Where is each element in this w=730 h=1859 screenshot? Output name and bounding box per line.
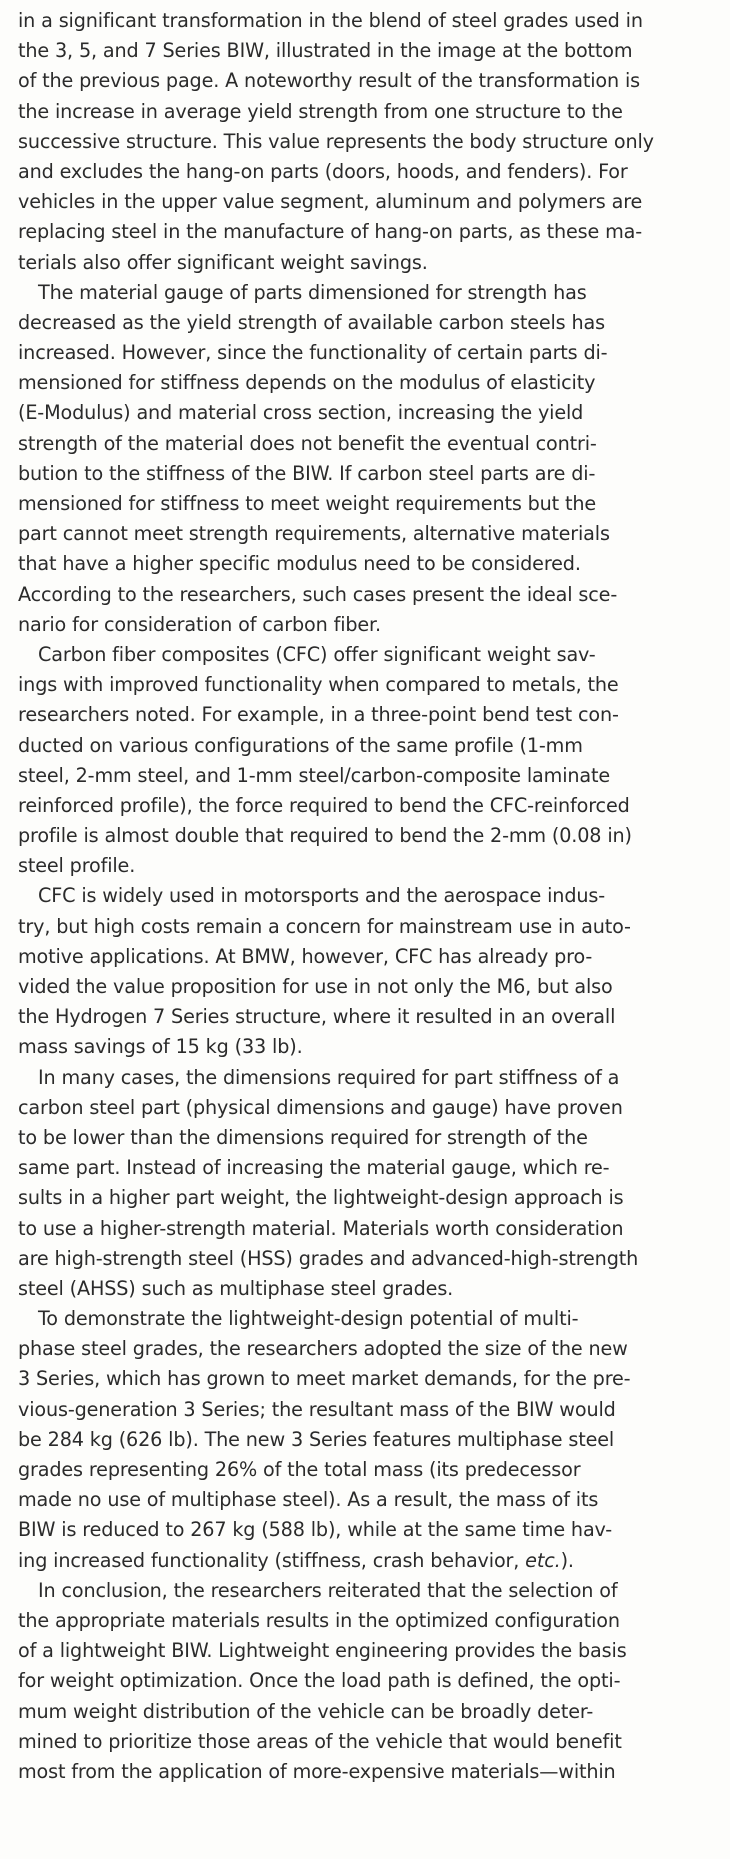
text-line: for weight optimization. Once the load path is defined, the opti- (18, 1669, 621, 1693)
text-line: the 3, 5, and 7 Series BIW, illustrated in the image at the bottom (18, 39, 633, 63)
text-line: vious-generation 3 Series; the resultant mass of the BIW would (18, 1397, 616, 1421)
text-line: In conclusion, the researchers reiterated that the selection of (38, 1578, 618, 1602)
text-line: are high-strength steel (HSS) grades and advanced-high-strength (18, 1246, 639, 1270)
text-line: CFC is widely used in motorsports and the aerospace indus- (38, 884, 605, 908)
text-line: the increase in average yield strength from one structure to the (18, 99, 623, 123)
paragraph (18, 1576, 716, 1787)
text-line: most from the application of more-expensive materials—within (18, 1759, 616, 1783)
text-line: part cannot meet strength requirements, alternative materials (18, 522, 610, 546)
text-line: Carbon fiber composites (CFC) offer significant weight sav- (38, 642, 596, 666)
text-line: bution to the stiffness of the BIW. If carbon steel parts are di- (18, 461, 596, 485)
text-line: mensioned for stiffness depends on the modulus of elasticity (18, 371, 596, 395)
text-line: vehicles in the upper value segment, aluminum and polymers are (18, 190, 643, 214)
text-line: grades representing 26% of the total mass (its predecessor (18, 1458, 581, 1481)
text-line: ducted on various configurations of the same profile (1-mm (18, 733, 583, 757)
text-line: The material gauge of parts dimensioned for strength has (38, 280, 587, 304)
text-line: ing increased functionality (stiffness, crash behavior, etc.). (18, 1548, 574, 1572)
text-line: mass savings of 15 kg (33 lb). (18, 1035, 303, 1059)
text-line: steel, 2-mm steel, and 1-mm steel/carbon-composite laminate (18, 763, 611, 787)
text-line: carbon steel part (physical dimensions and gauge) have proven (18, 1095, 623, 1119)
text-line: in a significant transformation in the blend of steel grades used in (18, 9, 643, 32)
paragraph (18, 640, 716, 882)
text-line: To demonstrate the lightweight-design potential of multi- (38, 1307, 579, 1331)
text-line: In many cases, the dimensions required for part stiffness of a (38, 1065, 620, 1089)
text-line: to use a higher-strength material. Materials worth consideration (18, 1216, 624, 1240)
text-line: reinforced profile), the force required to bend the CFC-reinforced (18, 793, 630, 817)
text-line: ings with improved functionality when compared to metals, the (18, 673, 619, 697)
text-line: 3 Series, which has grown to meet market demands, for the pre- (18, 1367, 631, 1391)
text-line: nario for consideration of carbon fiber. (18, 612, 381, 636)
text-line: and excludes the hang-on parts (doors, hoods, and fenders). For (18, 159, 628, 183)
text-line: of a lightweight BIW. Lightweight engineering provides the basis (18, 1639, 627, 1663)
text-line: successive structure. This value represents the body structure only (18, 129, 654, 153)
text-line: increased. However, since the functionality of certain parts di- (18, 341, 608, 365)
text-line: BIW is reduced to 267 kg (588 lb), while at the same time hav- (18, 1518, 613, 1542)
text-line: (E-Modulus) and material cross section, increasing the yield (18, 401, 584, 425)
text-line: the appropriate materials results in the optimized configuration (18, 1608, 620, 1632)
text-line: try, but high costs remain a concern for mainstream use in auto- (18, 914, 631, 938)
paragraph (18, 6, 716, 278)
text-line: that have a higher specific modulus need to be considered. (18, 552, 581, 576)
text-line: profile is almost double that required to bend the 2-mm (0.08 in) (18, 824, 632, 848)
text-line: decreased as the yield strength of available carbon steels has (18, 310, 605, 334)
text-line: motive applications. At BMW, however, CFC has already pro- (18, 944, 593, 968)
text-line: be 284 kg (626 lb). The new 3 Series features multiphase steel (18, 1427, 615, 1451)
text-line: replacing steel in the manufacture of hang-on parts, as these ma- (18, 220, 643, 244)
text-line: According to the researchers, such cases present the ideal sce- (18, 582, 618, 606)
text-line: to be lower than the dimensions required for strength of the (18, 1125, 588, 1149)
text-line: phase steel grades, the researchers adopted the size of the new (18, 1337, 628, 1361)
text-line: mined to prioritize those areas of the vehicle that would benefit (18, 1729, 622, 1753)
text-line: terials also offer significant weight savings. (18, 250, 428, 274)
text-line: strength of the material does not benefit the eventual contri- (18, 431, 597, 455)
text-line: sults in a higher part weight, the lightweight-design approach is (18, 1186, 624, 1210)
text-line: steel (AHSS) such as multiphase steel grades. (18, 1276, 454, 1300)
paragraph (18, 1304, 716, 1576)
text-line: vided the value proposition for use in not only the M6, but also (18, 975, 613, 998)
text-line: mensioned for stiffness to meet weight requirements but the (18, 492, 597, 515)
paragraph (18, 1063, 716, 1305)
text-line: the Hydrogen 7 Series structure, where it resulted in an overall (18, 1005, 616, 1029)
text-line: same part. Instead of increasing the material gauge, which re- (18, 1156, 610, 1180)
article-body (18, 6, 716, 1787)
text-line: made no use of multiphase steel). As a result, the mass of its (18, 1488, 599, 1512)
paragraph (18, 278, 716, 640)
text-line: of the previous page. A noteworthy result of the transformation is (18, 69, 641, 93)
text-line: steel profile. (18, 854, 136, 878)
text-line: mum weight distribution of the vehicle can be broadly deter- (18, 1699, 594, 1723)
paragraph (18, 881, 716, 1062)
text-line: researchers noted. For example, in a three-point bend test con- (18, 703, 619, 727)
